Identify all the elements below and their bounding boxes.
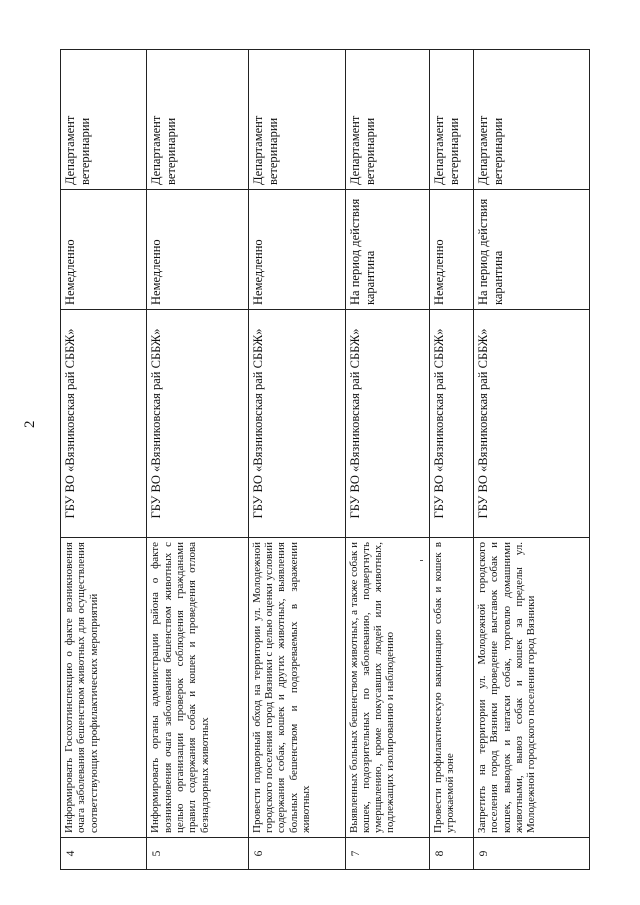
page-number: 2: [22, 420, 38, 428]
row-control: Департамент ветеринарии: [61, 50, 147, 190]
row-executor: ГБУ ВО «Вязниковская рай СББЖ»: [474, 310, 590, 538]
row-executor: ГБУ ВО «Вязниковская рай СББЖ»: [61, 310, 147, 538]
row-term: На период действия карантина: [474, 190, 590, 310]
table-row: [248, 50, 345, 870]
measures-table: [60, 49, 590, 870]
row-number: 9: [474, 838, 590, 870]
row-number: 6: [248, 838, 345, 870]
row-task: Провести профилактическую вакцинацию собак и кошек в угрожаемой зоне: [429, 538, 473, 838]
row-control: Департамент ветеринарии: [147, 50, 248, 190]
table-row: [345, 50, 429, 870]
row-number: 7: [345, 838, 429, 870]
measures-table-rotated: [60, 50, 590, 870]
row-control: Департамент ветеринарии: [248, 50, 345, 190]
row-executor: ГБУ ВО «Вязниковская рай СББЖ»: [147, 310, 248, 538]
table-row: [474, 50, 590, 870]
row-number: 8: [429, 838, 473, 870]
table-row: [429, 50, 473, 870]
row-term: На период действия карантина: [345, 190, 429, 310]
row-executor: ГБУ ВО «Вязниковская рай СББЖ»: [345, 310, 429, 538]
row-task: Информировать органы администрации района о факте возникновения очага заболевания бешенством животных с целью организации проверок соблюдения гражданами правил содержания собак и кошек и проведения отлова безнадзорных животных: [147, 538, 248, 838]
row-task: Запретить на территории ул. Молодежной городского поселения город Вязники проведение выставок собак и кошек, выводок и натаски собак, торговлю домашними животными, вывоз собак и кошек за пределы ул. Молодежной городского поселения город Вязники: [474, 538, 590, 838]
row-executor: ГБУ ВО «Вязниковская рай СББЖ»: [429, 310, 473, 538]
row-term: Немедленно: [61, 190, 147, 310]
row-control: Департамент ветеринарии: [429, 50, 473, 190]
row-task: Информировать Госохотинспекцию о факте возникновения очага заболевания бешенством животных для осуществления соответствующих профилактических мероприятий: [61, 538, 147, 838]
row-number: 4: [61, 838, 147, 870]
row-term: Немедленно: [147, 190, 248, 310]
scan-artifact: [420, 560, 423, 561]
row-executor: ГБУ ВО «Вязниковская рай СББЖ»: [248, 310, 345, 538]
row-control: Департамент ветеринарии: [474, 50, 590, 190]
table-row: [61, 50, 147, 870]
row-control: Департамент ветеринарии: [345, 50, 429, 190]
row-number: 5: [147, 838, 248, 870]
row-term: Немедленно: [429, 190, 473, 310]
row-term: Немедленно: [248, 190, 345, 310]
row-task: Провести подворный обход на территории ул. Молодежной городского поселения город Вязники с целью оценки условий содержания собак, кошек и других животных, выявления больных бешенством и подозреваемых в заражении животных: [248, 538, 345, 838]
row-task: Выявленных больных бешенством животных, а также собак и кошек, подозрительных по заболеванию, подвергнуть умерщвлению, кроме покусавших людей или животных, подлежащих изолированию и наблюдению: [345, 538, 429, 838]
table-row: [147, 50, 248, 870]
